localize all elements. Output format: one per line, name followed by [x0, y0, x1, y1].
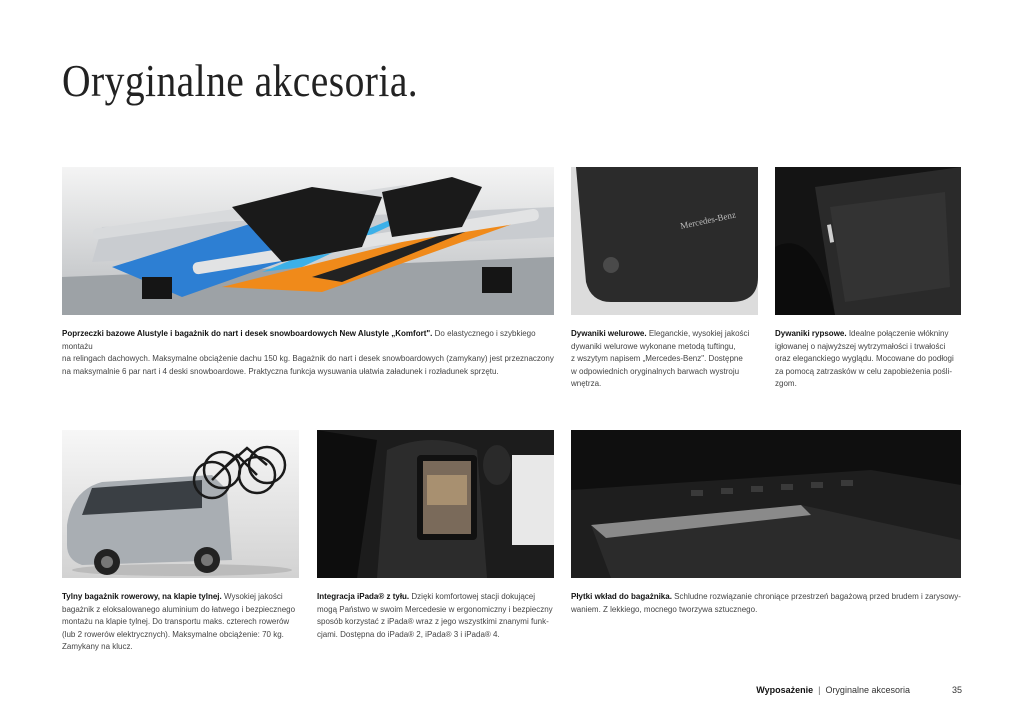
page-title: Oryginalne akcesoria. [62, 55, 419, 106]
caption-heading: Dywaniki welurowe. [571, 329, 647, 338]
roof-rack-caption [62, 328, 554, 378]
mercedes-benz-mat-label: Mercedes-Benz [679, 209, 737, 231]
caption-heading: Integracja iPada® z tyłu. [317, 592, 410, 601]
caption-line: z wszytym napisem „Mercedes-Benz". Dostępne [571, 354, 743, 364]
ipad-caption [317, 591, 562, 641]
caption-line: Dzięki komfortowej stacji dokującej [411, 592, 535, 601]
ski-roof-rack-photo [62, 167, 554, 315]
caption-line: dywaniki welurowe wykonane metodą tuftingu, [571, 341, 736, 351]
caption-line: montażu na klapie tylnej. Do transportu maks. czterech rowerów [62, 617, 290, 627]
footer-separator: | [818, 685, 821, 695]
caption-line: w odpowiednich oryginalnych barwach wystroju [571, 366, 740, 376]
caption-heading: Dywaniki rypsowe. [775, 329, 847, 338]
caption-line: mogą Państwo w swoim Mercedesie w ergonomiczny i bezpieczny [317, 604, 553, 614]
caption-line: Wysokiej jakości [223, 592, 283, 601]
footer-section: Wyposażenie [756, 685, 814, 695]
ipad-dock-photo [317, 430, 554, 578]
caption-line: cjami. Dostępna do iPada® 2, iPada® 3 i iPada® 4. [317, 629, 500, 639]
caption-line: na maksymalnie 6 par nart i 4 deski snowboardowe. Praktyczna funkcja wysuwania ułatwia załadunek i rozładunek sprzętu. [62, 366, 499, 376]
caption-line: bagażnik z eloksalowanego aluminium do łatwego i bezpiecznego [62, 604, 296, 614]
caption-heading: Tylny bagażnik rowerowy, na klapie tylnej. [62, 592, 222, 601]
caption-line: igłowanej o najwyższej wytrzymałości i trwałości [775, 341, 946, 351]
caption-heading: Poprzeczki bazowe Alustyle i bagażnik do nart i desek snowboardowych New Alustyle „Komfort". [62, 329, 433, 338]
caption-line: wnętrza. [571, 379, 602, 389]
caption-line: Eleganckie, wysokiej jakości [648, 329, 750, 338]
trunk-liner-caption [571, 591, 966, 616]
caption-line: zgom. [775, 379, 797, 389]
caption-line: sposób korzystać z iPada® wraz z jego wszystkimi znanymi funk- [317, 617, 549, 627]
caption-line: za pomocą zatrzasków w celu zapobieżenia pośli- [775, 366, 952, 376]
rib-mats-caption [775, 328, 965, 391]
caption-line: Schludne rozwiązanie chroniące przestrzeń bagażową przed brudem i zarysowy- [674, 592, 961, 601]
rear-bike-rack-photo [62, 430, 299, 578]
caption-line: Zamykany na klucz. [62, 642, 133, 652]
caption-line: na relingach dachowych. Maksymalne obciążenie dachu 150 kg. Bagażnik do nart i desek snowboardowych (zamykany) jest przeznaczony [62, 354, 554, 364]
trunk-liner-photo [571, 430, 961, 578]
velour-floor-mat-photo [571, 167, 758, 315]
footer-subsection: Oryginalne akcesoria [825, 685, 910, 695]
caption-line: Idealne połączenie włókniny [848, 329, 949, 338]
rib-floor-mat-photo [775, 167, 961, 315]
velour-mats-caption [571, 328, 766, 391]
page-number: 35 [951, 685, 962, 695]
caption-line: (lub 2 rowerów elektrycznych). Maksymalne obciążenie: 70 kg. [62, 629, 284, 639]
caption-line: oraz eleganckiego wyglądu. Mocowane do podłogi [775, 354, 954, 364]
page-footer [756, 685, 962, 695]
caption-line: Do elastycznego i szybkiego montażu [62, 329, 536, 351]
caption-line: waniem. Z lekkiego, mocnego tworzywa sztucznego. [571, 604, 758, 614]
caption-heading: Płytki wkład do bagażnika. [571, 592, 672, 601]
bike-rack-caption [62, 591, 307, 654]
